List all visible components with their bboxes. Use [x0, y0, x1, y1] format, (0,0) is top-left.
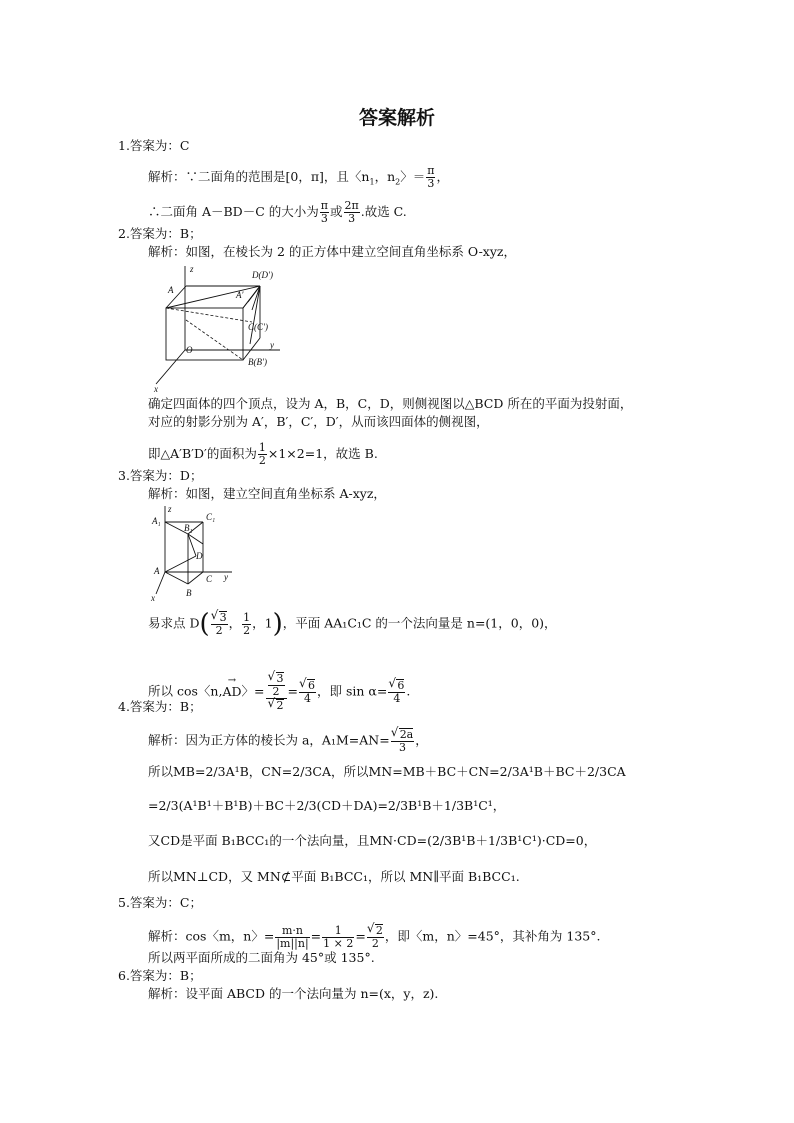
page-title: 答案解析	[358, 107, 435, 129]
fig-label: x	[154, 384, 158, 394]
q4-explanation-line3: =2/3(A¹B¹＋B¹B)＋BC＋2/3(CD＋DA)=2/3B¹B＋1/3B¹C¹，	[148, 798, 506, 813]
svg-text:B: B	[186, 588, 192, 598]
fraction: $\frac{m\cdot n}{|m||n|}$	[276, 923, 309, 950]
fraction: √ $\frac{2a}{3}$	[391, 728, 415, 754]
fraction: √ $\frac{3}{2}$ √ 2	[266, 672, 287, 712]
svg-text:B₁: B₁	[184, 523, 193, 533]
svg-text:A: A	[154, 566, 160, 576]
q4-explanation-line1: 解析：因为正方体的棱长为 a，A₁M=AN= √ $\frac{2a}{3}$ ，	[148, 728, 428, 754]
svg-text:A₁: A₁	[152, 516, 161, 526]
cube-figure	[148, 262, 288, 394]
prism-figure	[148, 504, 238, 602]
q3-explanation-line2: 易求点 D( √ $\frac{3}{2}$ ， $\frac{1}{2}$ ，1)，平面 AA₁C₁C 的一个法向量是 n=(1，0，0)，	[148, 611, 557, 637]
fraction: $\frac{1}{2}$	[258, 441, 266, 467]
q3-explanation-line1: 解析：如图，建立空间直角坐标系 A-xyz，	[148, 486, 386, 501]
fraction: $\frac{\pi}{3}$	[427, 164, 435, 190]
svg-text:z: z	[168, 504, 172, 514]
svg-text:x: x	[151, 593, 155, 602]
q3-answer: 3.答案为：D；	[118, 468, 203, 483]
q2-explanation-line2: 确定四面体的四个顶点，设为 A，B，C，D，则侧视图以△BCD 所在的平面为投射面，	[148, 396, 633, 411]
fraction: √ $\frac{3}{2}$	[211, 611, 228, 637]
q4-answer: 4.答案为：B；	[118, 699, 202, 714]
q2-explanation-line1: 解析：如图，在棱长为 2 的正方体中建立空间直角坐标系 O-xyz，	[148, 244, 517, 259]
q5-explanation-line2: 所以两平面所成的二面角为 45°或 135°.	[148, 950, 375, 965]
fraction: $\frac{\pi}{3}$	[320, 199, 328, 225]
svg-text:C₁: C₁	[206, 512, 216, 522]
q2-explanation-line3: 对应的射影分别为 A′，B′，C′，D′，从而该四面体的侧视图，	[148, 414, 489, 429]
fig-label: D(D′)	[252, 270, 273, 280]
fraction: √ $\frac{6}{4}$	[299, 679, 316, 705]
q4-explanation-line2: 所以MB=2/3A¹B，CN=2/3CA，所以MN=MB＋BC＋CN=2/3A¹B＋BC＋2/3CA	[148, 764, 626, 779]
svg-text:D: D	[196, 551, 203, 561]
q2-explanation-line4: 即△A′B′D′的面积为 $\frac{1}{2}$ ×1×2=1，故选 B.	[148, 441, 378, 467]
fraction: $\frac{2\pi}{3}$	[344, 199, 359, 225]
q1-explanation-line1: 解析：∵二面角的范围是[0，π]，且〈$n_1$，$n_2$〉＝ $\frac{\pi}{3}$ ，	[148, 164, 449, 190]
q6-explanation-line1: 解析：设平面 ABCD 的一个法向量为 n=(x，y，z).	[148, 986, 439, 1001]
q4-explanation-line4: 又CD是平面 B₁BCC₁的一个法向量，且MN·CD=(2/3B¹B＋1/3B¹C¹)·CD=0，	[148, 833, 597, 848]
q4-explanation-line5: 所以MN⊥CD，又 MN⊄平面 B₁BCC₁，所以 MN∥平面 B₁BCC₁.	[148, 869, 520, 884]
fig-label: y	[270, 340, 274, 350]
fraction: √ $\frac{6}{4}$	[388, 679, 405, 705]
q3-explanation-line3: 所以 cos〈n,→ AD〉= √ $\frac{3}{2}$ √ 2 = √ $\frac{6}{4}$ ，即 sin α= √ $\frac{6}{4}$ .	[148, 672, 410, 712]
q2-answer: 2.答案为：B；	[118, 226, 202, 241]
q5-explanation-line1: 解析：cos〈m，n〉= $\frac{m\cdot n}{|m||n|}$ = $\frac{1}{1 \times 2}$ = √ $\frac{2}{2}$ ，即〈m，n〉=45°，其补角为 135°.	[148, 924, 600, 950]
q6-answer: 6.答案为：B；	[118, 968, 202, 983]
fraction: $\frac{1}{2}$	[243, 610, 251, 637]
fig-label: B(B′)	[248, 357, 267, 367]
fig-label: O	[186, 345, 193, 355]
svg-text:y: y	[224, 572, 228, 582]
q5-answer: 5.答案为：C；	[118, 895, 202, 910]
fraction: $\frac{1}{1 \times 2}$	[323, 923, 354, 950]
q1-explanation-line2: ∴二面角 A－BD－C 的大小为 $\frac{\pi}{3}$ 或 $\frac{2\pi}{3}$ .故选 C.	[148, 199, 407, 225]
fraction: √ $\frac{2}{2}$	[367, 924, 384, 950]
fig-label: z	[190, 264, 194, 274]
fig-label: C(C′)	[248, 322, 268, 332]
q1-answer: 1.答案为：C	[118, 138, 190, 153]
fig-label: A′	[236, 290, 244, 300]
fig-label: A	[168, 285, 174, 295]
svg-text:C: C	[206, 574, 213, 584]
